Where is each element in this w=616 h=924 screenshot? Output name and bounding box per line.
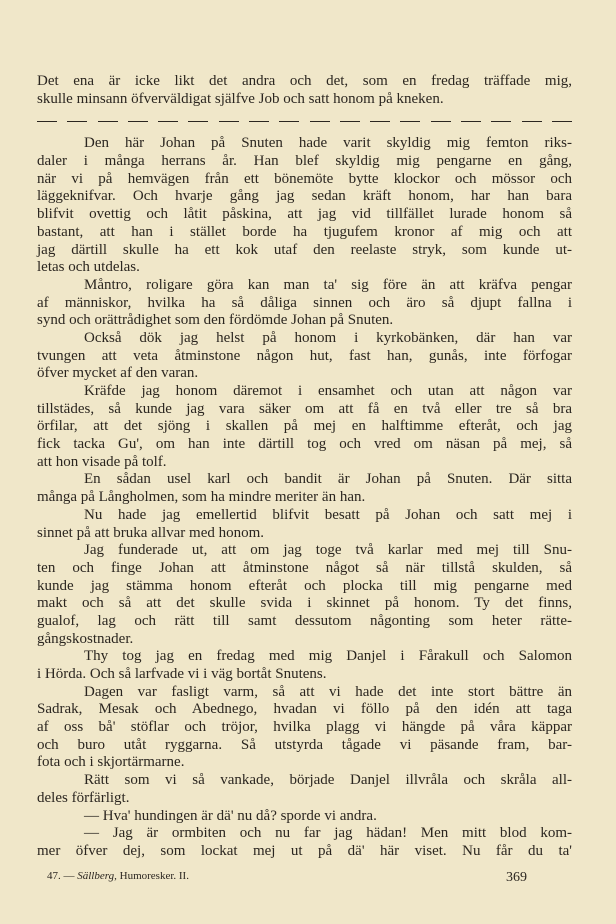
divider-dash [552,121,572,123]
divider-dash [340,121,360,123]
text-line: letas och utdelas. [37,259,140,276]
text-line: jag därtill skulle ha ett kok utaf den reelaste stryk, som kunde ut- [37,241,572,258]
text-line: Jag funderade ut, att om jag toge två karlar med mej till Snu- [84,542,572,559]
divider-dash [400,121,420,123]
divider-dash [310,121,330,123]
footer-citation [47,870,189,886]
text-line: fick tacka Gu', om han inte därtill tog och vred om näsan på mej, så [37,436,572,453]
signature-mark: 47. — [47,870,75,882]
text-line: sinnet på att bruka allvar med honom. [37,524,265,541]
text-line: En sådan usel karl och bandit är Johan på Snuten. Där sitta [84,471,572,488]
text-line: och buro utåt ryggarna. Så utstyrda tågade vi päsande fram, bar- [37,736,572,753]
text-line: Också dök jag helst på honom i kyrkobänken, där han var [84,329,572,346]
text-line: Den här Johan på Snuten hade varit skyldig mig femton riks- [84,135,572,152]
text-line: deles förfärligt. [37,789,130,806]
page-footer [47,870,527,886]
text-line: Det ena är icke likt det andra och det, som en fredag träffade mig, [37,73,572,89]
text-line: gualof, lag och rätt till samt dessutom någonting som heter rätte- [37,612,572,629]
divider-dash [522,121,542,123]
text-line: bastant, att han i stället borde ha tjugufem kronor af mig och att [37,223,572,240]
footer-book-title: Humoresker. II. [119,870,189,882]
divider-dash [370,121,390,123]
text-line: tvungen att veta åtminstone någon hut, fast han, gunås, inte förfogar [37,347,572,364]
divider-dash [98,121,118,123]
divider-dash [67,121,87,123]
section-divider [37,110,572,132]
text-line: blifvit ovettig och låtit påskina, att jag vid tillfället lurade honom så [37,206,572,223]
text-line: i Hörda. Och så larfvade vi i väg bortåt Snutens. [37,666,327,682]
divider-dash [249,121,269,123]
page-body [37,73,572,861]
text-line: daler i många herrans år. Han blef skyldig mig pengarne en gång, [37,153,572,170]
text-line: Rätt som vi så vankade, började Danjel illvråla och skråla all- [84,772,572,789]
text-line: Nu hade jag emellertid blifvit besatt på Johan och satt mej i [84,506,572,523]
divider-dash [158,121,178,123]
text-line: kunde jag stämma honom efteråt och plocka till mig pengarne med [37,577,572,594]
divider-dash [461,121,481,123]
text-line: skulle minsann öfverväldigat själfve Job och satt honom på kneken. [37,90,444,107]
divider-dash [188,121,208,123]
text-line: Dagen var fasligt varm, så att vi hade det inte stort bättre än [84,683,572,700]
text-line: — Hva' hundingen är dä' nu då? sporde vi andra. [84,807,377,824]
text-line: örfilar, att det sjöng i skallen på mej en halftimme efteråt, och jag [37,418,572,435]
text-line: Thy tog jag en fredag med mig Danjel i Fårakull och Salomon [84,648,572,665]
text-line: mer öfver dej, som lockat mej ut på dä' här viset. Nu får du ta' [37,842,572,859]
text-line: Kräfde jag honom däremot i ensamhet och utan att någon var [84,383,572,399]
text-line: synd och orättrådighet som den fördömde Johan på Snuten. [37,312,394,329]
divider-dash [431,121,451,123]
text-line: gångskostnader. [37,630,134,647]
text-line: att hon visade på tolf. [37,453,167,470]
divider-dash [37,121,57,123]
text-line: ten och finge Johan att åtminstone något så när tillstå skulden, så [37,559,572,576]
text-line: öfver mycket af den varan. [37,365,199,382]
divider-dash [491,121,511,123]
text-line: af människor, hvilka ha så dåliga sinnen och äro så djupt fallna i [37,294,572,311]
text-line: många på Långholmen, som ha mindre meriter än han. [37,489,366,506]
text-line: läggeknifvar. Och hvarje gång jag sedan kräft honom, har han bara [37,188,572,205]
text-line: makt och så att det skulle svida i skinnet på honom. Ty det finns, [37,595,572,612]
text-line: — Jag är ormbiten och nu far jag hädan! Men mitt blod kom- [84,825,572,842]
text-line: tillstädes, så kunde jag vara säker om att få en två eller tre så bra [37,400,572,417]
footer-author: Sällberg, [77,870,117,882]
divider-dash [219,121,239,123]
divider-dash [279,121,299,123]
page-number: 369 [506,870,527,885]
text-line: fota och i skjortärmarne. [37,754,185,771]
text-line: af oss bå' stöflar och tröjor, hvilka plagg vi hängde på våra käppar [37,719,572,736]
text-line: Sadrak, Mesak och Abednego, hvadan vi föllo på den idén att taga [37,701,572,718]
text-line: när vi på hemvägen från ett bönemöte bytte klockor och mössor och [37,170,572,187]
text-line: Måntro, roligare göra kan man ta' sig före än att kräfva pengar [84,276,572,293]
divider-dash [128,121,148,123]
